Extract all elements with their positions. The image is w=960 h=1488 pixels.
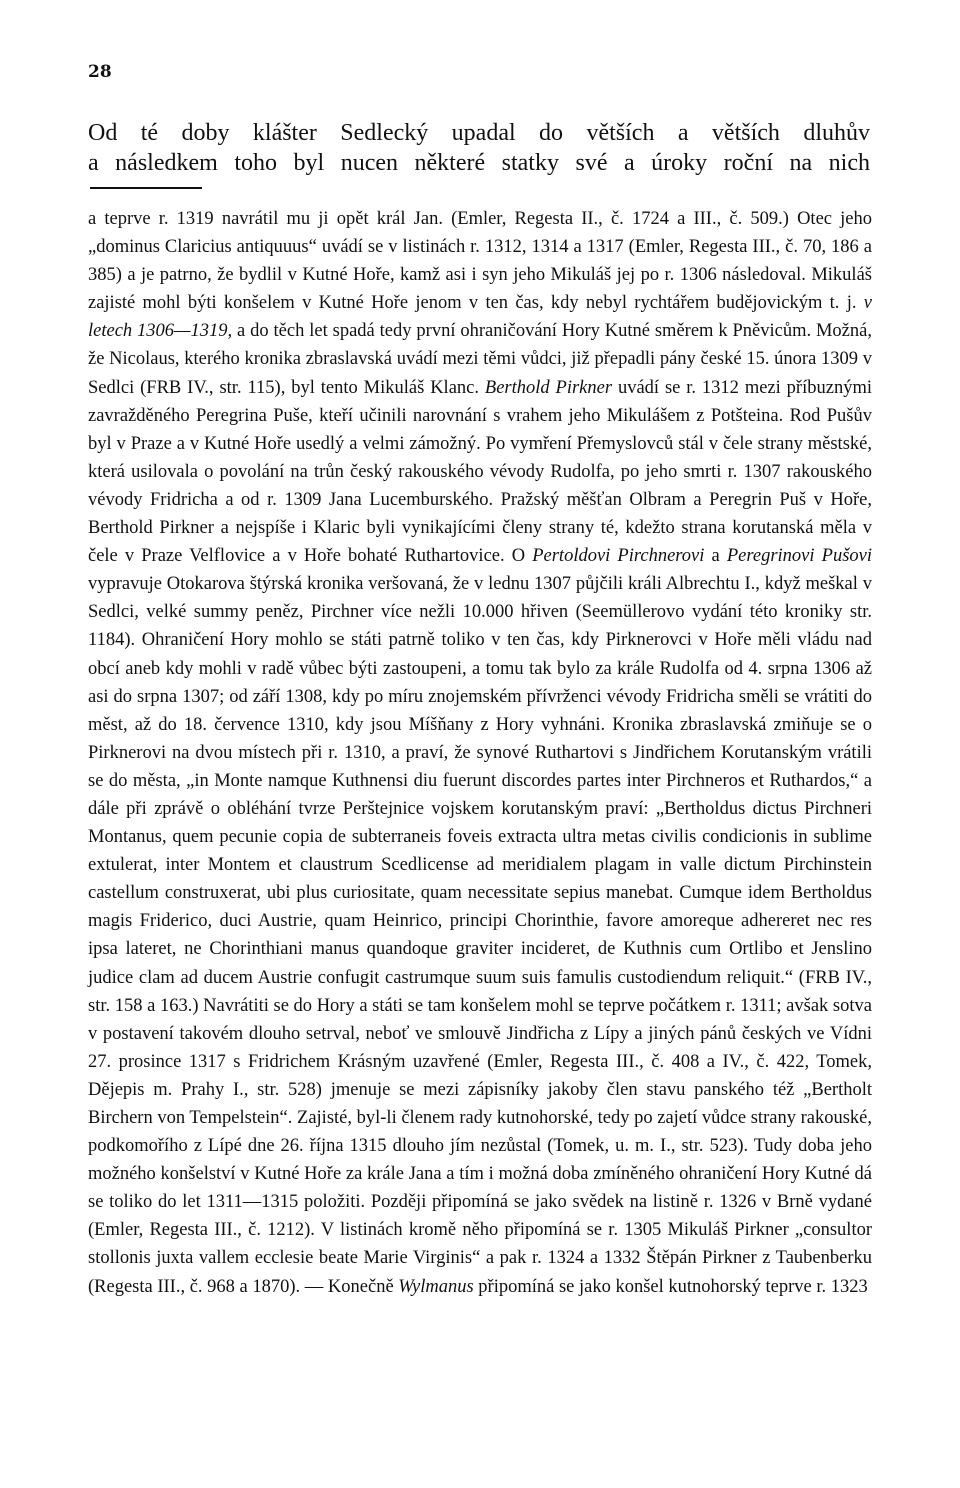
footnote bbox=[88, 205, 872, 1301]
footnote-text: vypravuje Otokarova štýrská kronika veršovaná, že v lednu 1307 půjčili králi Albrechtu I., když meškal v Sedlci, velké summy peněz, Pirchner více nežli 10.000 hřiven (Seemüllerovo vydání této kroniky str. 1184). Ohraničení Hory mohlo se státi patrně toliko v ten čas, kdy Pirknerovci v Hoře měli vládu nad obcí aneb kdy mohli v radě vůbec býti zastoupeni, a tomu tak bylo za krále Rudolfa od 4. srpna 1306 až asi do srpna 1307; od září 1308, kdy po míru znojemském přívrženci vévody Fridricha směli se vrátiti do měst, až do 18. července 1310, kdy jsou Míšňany z Hory vyhnáni. Kronika zbraslavská zmiňuje se o Pirknerovi na dvou místech při r. 1310, a praví, že synové Ruthartovi s Jindřichem Korutanským vrátili se do města, „in Monte namque Kuthnensi diu fuerunt discordes partes inter Pirchneros et Ruthardos,“ a dále při zprávě o obléhání tvrze Perštejnice vojskem korutanským praví: „Bertholdus dictus Pirchneri Montanus, quem pecunie copia de subterraneis foveis extracta ultra metas civilis condicionis in sublime extulerat, inter Montem et claustrum Scedlicense ad meridialem plagam in valle dictum Pirchinstein castellum construxerat, ubi plus curiositate, quam necessitate sepius manebat. Cumque idem Bertholdus magis Friderico, duci Austrie, quam Heinrico, principi Chorinthie, favore amoreque adhereret nec res ipsa lateret, ne Chorinthiani manus quandoque graviter incideret, de Kuthnis cum Ortlibo et Jenslino judice clam ad ducem Austrie confugit castrumque suum suis famulis custodiendum reliquit.“ (FRB IV., str. 158 a 163.) Navrátiti se do Hory a státi se tam konšelem mohl se teprve počátkem r. 1311; avšak sotva v postavení takovém dlouho setrval, neboť ve smlouvě Jindřicha z Lípy a jiných pánů českých ve Vídni 27. prosince 1317 s Fridrichem Krásným uzavřené (Emler, Regesta III., č. 408 a IV., č. 422, Tomek, Dějepis m. Prahy I., str. 528) jmenuje se mezi zápisníky jakoby člen stavu panského též „Bertholt Birchern von Tempelstein“. Zajisté, byl-li členem rady kutnohorské, tedy po zajetí vůdce strany rakouské, podkomořího z Lípé dne 26. října 1315 dlouho jím nezůstal (Tomek, u. m. I., str. 523). Tudy doba jeho možného konšelství v Kutné Hoře za krále Jana a tím i možná doba zmíněného ohraničení Hory Kutné dá se toliko do let 1311—1315 položiti. Později připomíná se jako svědek na listině r. 1326 v Brně vydané (Emler, Regesta III., č. 1212). V listinách kromě něho připomíná se r. 1305 Mikuláš Pirkner „consultor stollonis juxta vallem ecclesie beate Marie Virginis“ a pak r. 1324 a 1332 Štěpán Pirkner z Taubenberku (Regesta III., č. 968 a 1870). — Konečně bbox=[88, 574, 872, 1297]
main-text-line: a následkem toho byl nucen některé statky své a úroky roční na nich bbox=[88, 150, 870, 176]
main-text bbox=[88, 118, 870, 178]
footnote-italic-text: Peregrinovi Pušovi bbox=[726, 546, 872, 567]
footnote-text: a do těch let spadá tedy první ohraničování Hory Kutné směrem k Pněvicům. Možná, že Nicolaus, kterého kronika zbraslavská uvádí mezi těmi vůdci, již přepadli pány české 15. února 1309 v Sedlci (FRB IV., str. 115), byl tento Mikuláš Klanc. bbox=[88, 321, 872, 398]
main-text-line: Od té doby klášter Sedlecký upadal do větších a větších dluhův bbox=[88, 120, 870, 146]
footnote-text: a teprve r. 1319 navrátil mu ji opět král Jan. (Emler, Regesta II., č. 1724 a III., č. 509.) Otec jeho „dominus Claricius antiquuus“ uvádí se v listinách r. 1312, 1314 a 1317 (Emler, Regesta III., č. 70, 186 a 385) a je patrno, že bydlil v Kutné Hoře, kamž asi i syn jeho Mikuláš jej po r. 1306 následoval. Mikuláš zajisté mohl býti konšelem v Kutné Hoře jenom v ten čas, kdy nebyl rychtářem budějovickým t. j. bbox=[88, 209, 872, 314]
footnote-italic-text: v letech 1306—1319, bbox=[88, 293, 872, 342]
footnote-separator bbox=[90, 187, 202, 189]
footnote-italic-text: Berthold Pirkner bbox=[484, 377, 613, 398]
footnote-text: a bbox=[704, 546, 727, 567]
footnote-text: uvádí se r. 1312 mezi příbuznými zavražděného Peregrina Puše, kteří učinili narovnání s vrahem jeho Mikulášem z Potšteina. Rod Pušův byl v Praze a v Kutné Hoře usedlý a velmi zámožný. Po vymření Přemyslovců stál v čele strany městské, která usilovala o povolání na trůn český rakouského vévody Rudolfa, po jeho smrti r. 1307 rakouského vévody Fridricha a od r. 1309 Jana Lucemburského. Pražský měšťan Olbram a Peregrin Puš v Hoře, Berthold Pirkner a nejspíše i Klaric byli vynikajícími členy strany té, kdežto strana korutanská měla v čele v Praze Velflovice a v Hoře bohaté Ruthartovice. O bbox=[88, 377, 872, 567]
footnote-italic-text: Pertoldovi Pirchnerovi bbox=[532, 546, 705, 567]
footnote-text: připomíná se jako konšel kutnohorský teprve r. 1323 bbox=[473, 1276, 868, 1297]
footnote-italic-text: Wylmanus bbox=[398, 1276, 474, 1297]
page-number: 28 bbox=[88, 62, 112, 82]
